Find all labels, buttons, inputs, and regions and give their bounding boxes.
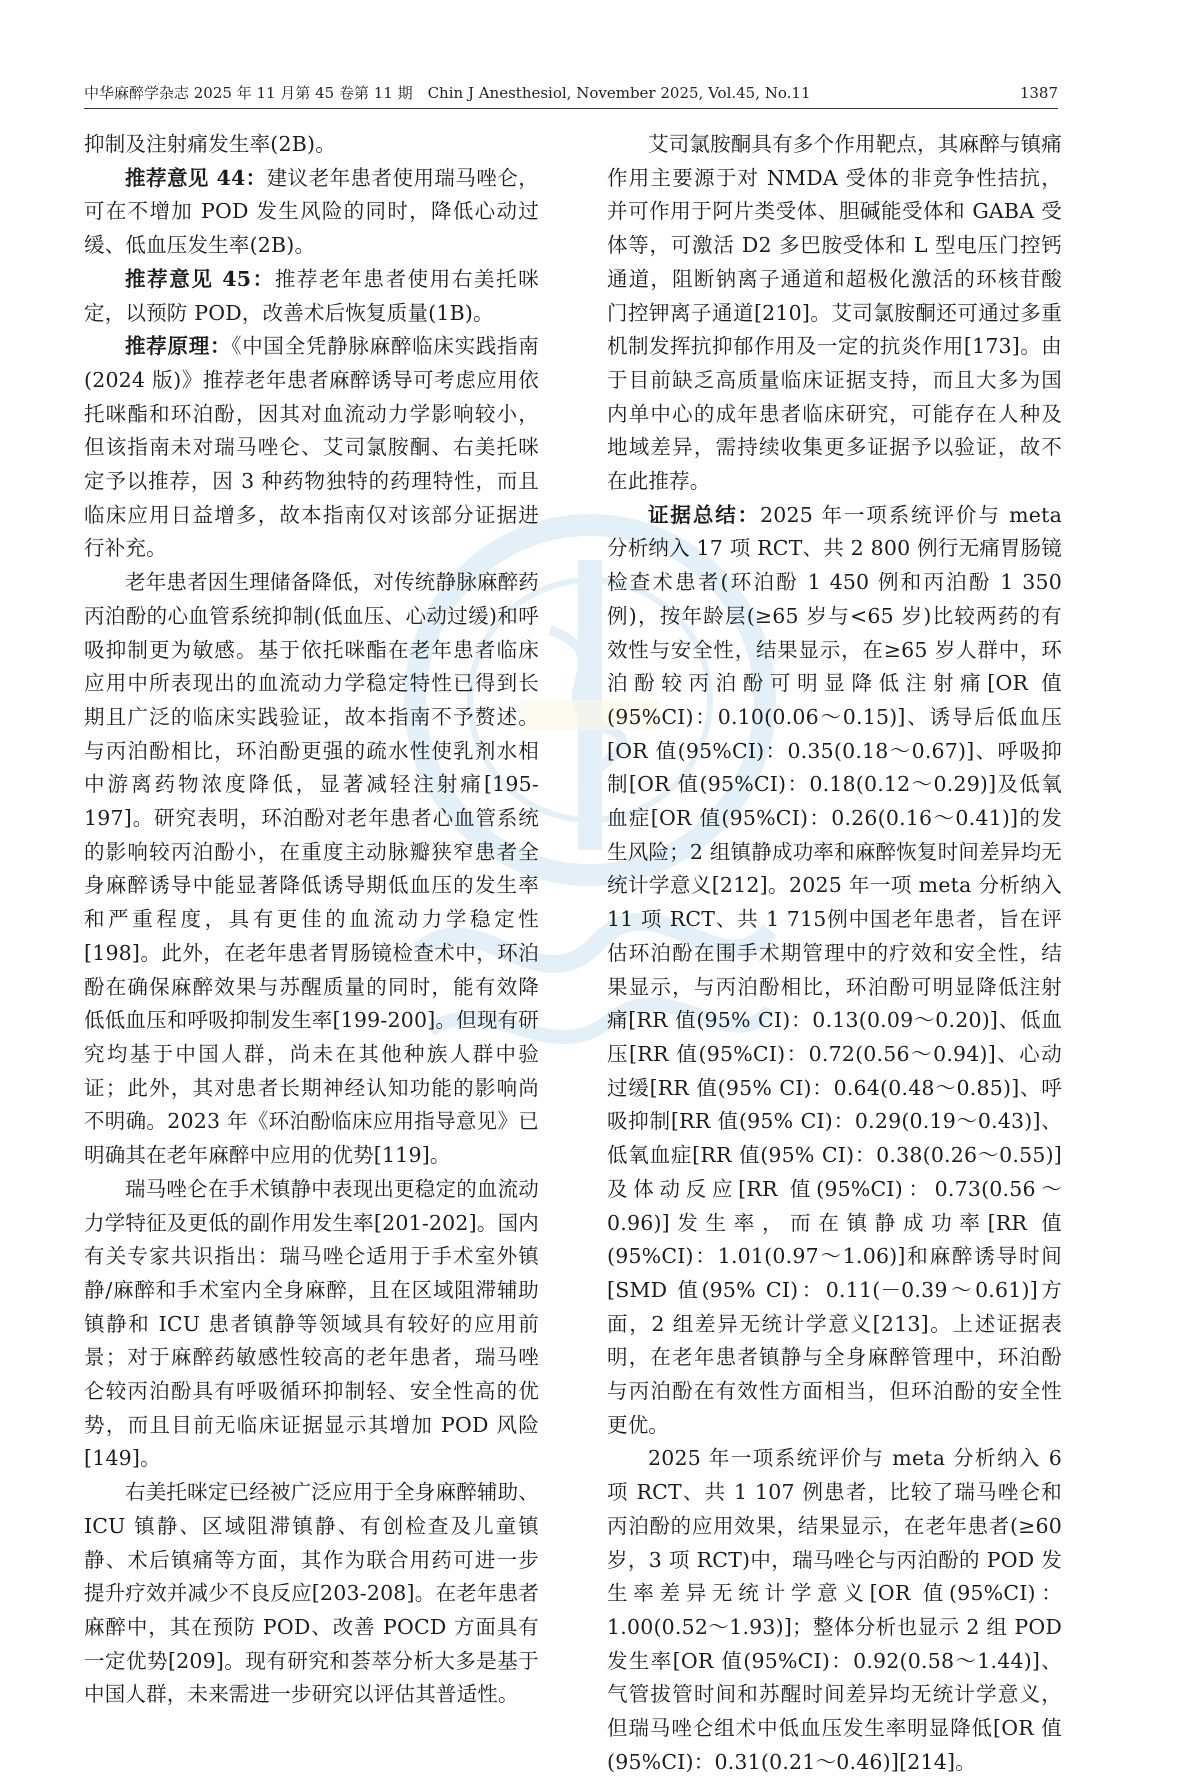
evidence-summary: 证据总结：2025 年一项系统评价与 meta 分析纳入 17 项 RCT、共 2 800 例行无痛胃肠镜检查术患者(环泊酚 1 450 例和丙泊酚 1 350 例)，按年龄层(≥65 岁与<65 岁)比较两药的有效性与安全性，结果显示，在≥65 岁人群中，环泊酚较丙泊酚可明显降低注射痛[OR 值(95%CI)：0.10(0.06～0.15)]、诱导后低血压[OR 值(95%CI)：0.35(0.18～0.67)]、呼吸抑制[OR 值(95%CI)：0.18(0.12～0.29)]及低氧血症[OR 值(95%CI)：0.26(0.16～0.41)]的发生风险；2 组镇静成功率和麻醉恢复时间差异均无统计学意义[212]。2025 年一项 meta 分析纳入 11 项 RCT、共 1 715例中国老年患者，旨在评估环泊酚在围手术期管理中的疗效和安全性，结果显示，与丙泊酚相比，环泊酚可明显降低注射痛[RR 值(95% CI)：0.13(0.09～0.20)]、低血压[RR 值(95%CI)：0.72(0.56～0.94)]、心动过缓[RR 值(95% CI)：0.64(0.48～0.85)]、呼吸抑制[RR 值(95% CI)：0.29(0.19～0.43)]、低氧血症[RR 值(95% CI)：0.38(0.26～0.55)]及体动反应[RR 值(95%CI)：0.73(0.56～0.96)]发生率，而在镇静成功率[RR 值(95%CI)：1.01(0.97～1.06)]和麻醉诱导时间[SMD 值(95% CI)：0.11(－0.39～0.61)]方面，2 组差异无统计学意义[213]。上述证据表明，在老年患者镇静与全身麻醉管理中，环泊酚与丙泊酚在有效性方面相当，但环泊酚的安全性更优。 <box>607 502 1063 1437</box>
paragraph: 老年患者因生理储备降低，对传统静脉麻醉药丙泊酚的心血管系统抑制(低血压、心动过缓)和呼吸抑制更为敏感。基于依托咪酯在老年患者临床应用中所表现出的血流动力学稳定特性已得到长期且广泛的临床实践验证，故本指南不予赘述。与丙泊酚相比，环泊酚更强的疏水性使乳剂水相中游离药物浓度降低，显著减轻注射痛[195-197]。研究表明，环泊酚对老年患者心血管系统的影响较丙泊酚小，在重度主动脉瓣狭窄患者全身麻醉诱导中能显著降低诱导期低血压的发生率和严重程度，具有更佳的血流动力学稳定性[198]。此外，在老年患者胃肠镜检查术中，环泊酚在确保麻醉效果与苏醒质量的同时，能有效降低低血压和呼吸抑制发生率[199-200]。但现有研究均基于中国人群，尚未在其他种族人群中验证；此外，其对患者长期神经认知功能的影响尚不明确。2023 年《环泊酚临床应用指导意见》已明确其在老年麻醉中应用的优势[119]。 <box>84 570 539 1168</box>
paragraph: 右美托咪定已经被广泛应用于全身麻醉辅助、ICU 镇静、区域阻滞镇静、有创检查及儿童镇静、术后镇痛等方面，其作为联合用药可进一步提升疗效并减少不良反应[203-208]。在老年患者麻醉中，其在预防 POD、改善 POCD 方面具有一定优势[209]。现有研究和荟萃分析大多是基于中国人群，未来需进一步研究以评估其普适性。 <box>84 1480 539 1707</box>
recommendation-45: 推荐意见 45：推荐老年患者使用右美托咪定，以预防 POD，改善术后恢复质量(1B)。 <box>84 266 539 325</box>
recommendation-rationale: 推荐原理：《中国全凭静脉麻醉临床实践指南(2024 版)》推荐老年患者麻醉诱导可考虑应用依托咪酯和环泊酚，因其对血流动力学影响较小，但该指南未对瑞马唑仑、艾司氯胺酮、右美托咪定予以推荐，因 3 种药物独特的药理特性，而且临床应用日益增多，故本指南仅对该部分证据进行补充。 <box>84 334 540 561</box>
right-column <box>607 128 1062 1779</box>
left-column <box>84 128 539 1712</box>
paragraph: 艾司氯胺酮具有多个作用靶点，其麻醉与镇痛作用主要源于对 NMDA 受体的非竞争性拮抗，并可作用于阿片类受体、胆碱能受体和 GABA 受体等，可激活 D2 多巴胺受体和 L 型电压门控钙通道，阻断钠离子通道和超极化激活的环核苷酸门控钾离子通道[210]。艾司氯胺酮还可通过多重机制发挥抗抑郁作用及一定的抗炎作用[173]。由于目前缺乏高质量临床证据支持，而且大多为国内单中心的成年患者临床研究，可能存在人种及地域差异，需持续收集更多证据予以验证，故不在此推荐。 <box>607 132 1062 494</box>
running-header <box>84 80 1058 109</box>
recommendation-44: 推荐意见 44：建议老年患者使用瑞马唑仑，可在不增加 POD 发生风险的同时，降低心动过缓、低血压发生率(2B)。 <box>84 165 539 258</box>
page-number: 1387 <box>1019 84 1058 102</box>
paragraph: 抑制及注射痛发生率(2B)。 <box>84 132 336 156</box>
journal-citation: 中华麻醉学杂志 2025 年 11 月第 45 卷第 11 期 Chin J Anesthesiol, November 2025, Vol.45, No.11 <box>84 84 811 102</box>
paragraph: 2025 年一项系统评价与 meta 分析纳入 6 项 RCT、共 1 107 例患者，比较了瑞马唑仑和丙泊酚的应用效果，结果显示，在老年患者(≥60 岁，3 项 RCT)中，瑞马唑仑与丙泊酚的 POD 发生率差异无统计学意义[OR 值(95%CI)：1.00(0.52～1.93)]；整体分析也显示 2 组 POD 发生率[OR 值(95%CI)：0.92(0.58～1.44)]、气管拔管时间和苏醒时间差异均无统计学意义，但瑞马唑仑组术中低血压发生率明显降低[OR 值(95%CI)：0.31(0.21～0.46)][214]。 <box>607 1446 1062 1774</box>
paragraph: 瑞马唑仑在手术镇静中表现出更稳定的血流动力学特征及更低的副作用发生率[201-202]。国内有关专家共识指出：瑞马唑仑适用于手术室外镇静/麻醉和手术室内全身麻醉，且在区域阻滞辅助镇静和 ICU 患者镇静等领域具有较好的应用前景；对于麻醉药敏感性较高的老年患者，瑞马唑仑较丙泊酚具有呼吸循环抑制轻、安全性高的优势，而且目前无临床证据显示其增加 POD 风险[149]。 <box>84 1176 539 1471</box>
